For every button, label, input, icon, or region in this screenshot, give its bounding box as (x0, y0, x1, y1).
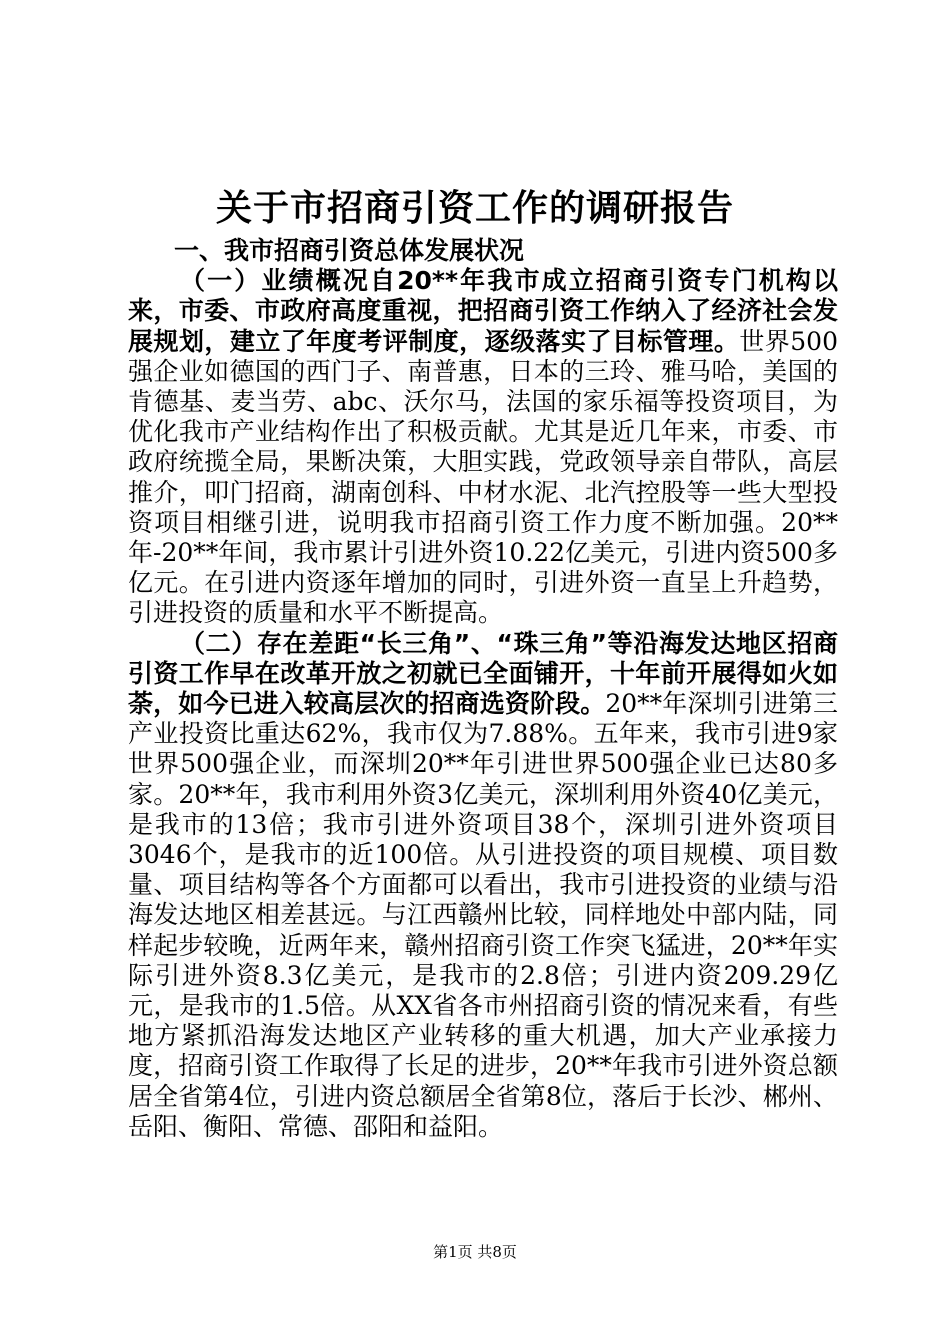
paragraph-text: 20**年深圳引进第三产业投资比重达62%，我市仅为7.88%。五年来，我市引进9家世界500强企业，而深圳20**年引进世界500强企业已达80多家。20**年，我市利用外资3亿美元，深圳利用外资40亿美元，是我市的13倍；我市引进外资项目38个，深圳引进外资项目3046个，是我市的近100倍。从引进投资的项目规模、项目数量、项目结构等各个方面都可以看出，我市引进投资的业绩与沿海发达地区相差甚远。与江西赣州比较，同样地处中部内陆，同样起步较晚，近两年来，赣州招商引资工作突飞猛进，20**年实际引进外资8.3亿美元，是我市的2.8倍；引进内资209.29亿元，是我市的1.5倍。从XX省各市州招商引资的情况来看，有些地方紧抓沿海发达地区产业转移的重大机遇，加大产业承接力度，招商引资工作取得了长足的进步，20**年我市引进外资总额居全省第4位，引进内资总额居全省第8位，落后于长沙、郴州、岳阳、衡阳、常德、邵阳和益阳。 (128, 689, 838, 1141)
paragraph-text: 世界500强企业如德国的西门子、南普惠，日本的三玲、雅马哈，美国的肯德基、麦当劳、abc、沃尔马，法国的家乐福等投资项目，为优化我市产业结构作出了积极贡献。尤其是近几年来，市委、市政府统揽全局，果断决策，大胆实践，党政领导亲自带队，高层推介，叩门招商，湖南创科、中材水泥、北汽控股等一些大型投资项目相继引进，说明我市招商引资工作力度不断加强。20**年-20**年间，我市累计引进外资10.22亿美元，引进内资500多亿元。在引进内资逐年增加的同时，引进外资一直呈上升趋势，引进投资的质量和水平不断提高。 (128, 326, 838, 628)
paragraph-lead: （二）存在差距“长三角”、“珠三角”等沿海发达地区招商引资工作早在改革开放之初就已全面铺开，十年前开展得如火如荼，如今已进入较高层次的招商选资阶段。 (128, 628, 838, 719)
paragraph-performance (128, 266, 838, 628)
document-body (128, 236, 838, 1142)
page-footer: 第1页 共8页 (433, 1243, 517, 1261)
paragraph-lead: （一）业绩概况自20**年我市成立招商引资专门机构以来，市委、市政府高度重视，把招商引资工作纳入了经济社会发展规划，建立了年度考评制度，逐级落实了目标管理。 (128, 266, 838, 356)
document-title: 关于市招商引资工作的调研报告 (215, 188, 734, 229)
section-heading: 一、我市招商引资总体发展状况 (174, 236, 525, 265)
paragraph-gap (128, 629, 838, 1142)
